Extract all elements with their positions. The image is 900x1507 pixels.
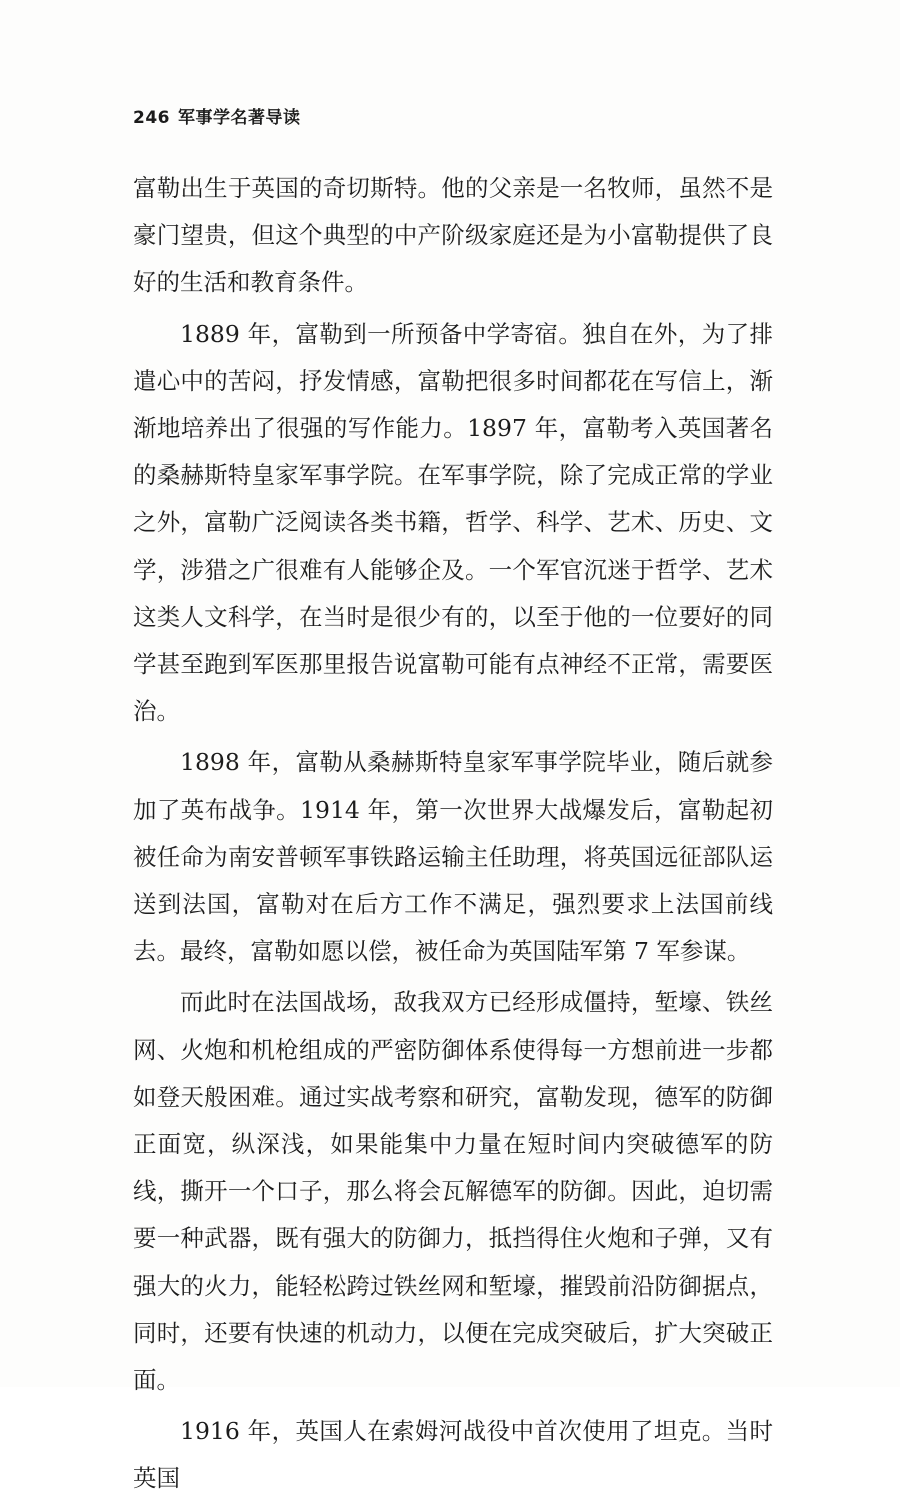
body-text — [133, 165, 773, 1507]
running-header — [133, 103, 301, 128]
paragraph-1: 富勒出生于英国的奇切斯特。他的父亲是一名牧师，虽然不是豪门望贵，但这个典型的中产阶级家庭还是为小富勒提供了良好的生活和教育条件。 — [133, 174, 773, 297]
paragraph-5: 1916 年，英国人在索姆河战役中首次使用了坦克。当时英国 — [133, 1417, 773, 1493]
paragraph-3: 1898 年，富勒从桑赫斯特皇家军事学院毕业，随后就参加了英布战争。1914 年，第一次世界大战爆发后，富勒起初被任命为南安普顿军事铁路运输主任助理，将英国远征部队运送到法国，富勒对在后方工作不满足，强烈要求上法国前线去。最终，富勒如愿以偿，被任命为英国陆军第 7 军参谋。 — [133, 748, 773, 966]
paragraph-2: 1889 年，富勒到一所预备中学寄宿。独自在外，为了排遣心中的苦闷，抒发情感，富勒把很多时间都花在写信上，渐渐地培养出了很强的写作能力。1897 年，富勒考入英国著名的桑赫斯特皇家军事学院。在军事学院，除了完成正常的学业之外，富勒广泛阅读各类书籍，哲学、科学、艺术、历史、文学，涉猎之广很难有人能够企及。一个军官沉迷于哲学、艺术这类人文科学，在当时是很少有的，以至于他的一位要好的同学甚至跑到军医那里报告说富勒可能有点神经不正常，需要医治。 — [133, 319, 773, 726]
paragraph-4: 而此时在法国战场，敌我双方已经形成僵持，堑壕、铁丝网、火炮和机枪组成的严密防御体系使得每一方想前进一步都如登天般困难。通过实战考察和研究，富勒发现，德军的防御正面宽，纵深浅，如果能集中力量在短时间内突破德军的防线，撕开一个口子，那么将会瓦解德军的防御。因此，迫切需要一种武器，既有强大的防御力，抵挡得住火炮和子弹，又有强大的火力，能轻松跨过铁丝网和堑壕，摧毁前沿防御据点，同时，还要有快速的机动力，以便在完成突破后，扩大突破正面。 — [133, 988, 773, 1395]
page-number: 246 — [133, 108, 170, 128]
book-title: 军事学名著导读 — [178, 108, 301, 128]
